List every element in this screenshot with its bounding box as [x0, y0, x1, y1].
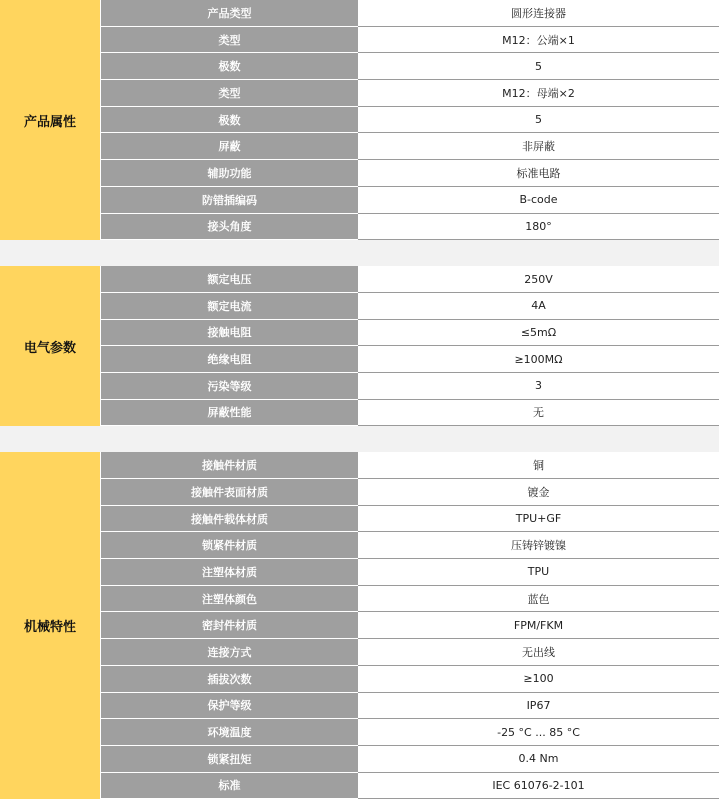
row-value: 非屏蔽	[358, 133, 719, 160]
row-value: M12：公端×1	[358, 27, 719, 54]
row-value: 蓝色	[358, 586, 719, 613]
table-row	[100, 746, 719, 773]
category-label: 机械特性	[0, 452, 100, 799]
category-label: 产品属性	[0, 0, 100, 240]
row-value: 铜	[358, 452, 719, 479]
row-value: 180°	[358, 214, 719, 241]
table-row	[100, 559, 719, 586]
table-row	[100, 346, 719, 373]
row-value: 压铸锌镀镍	[358, 532, 719, 559]
row-value: 无	[358, 400, 719, 427]
table-row	[100, 187, 719, 214]
row-key: 保护等级	[100, 693, 358, 720]
section-rows	[100, 266, 719, 426]
table-row	[100, 773, 719, 800]
table-row	[100, 373, 719, 400]
row-key: 类型	[100, 80, 358, 107]
table-row	[100, 452, 719, 479]
section-electrical-parameters	[0, 266, 719, 426]
row-key: 接触件表面材质	[100, 479, 358, 506]
row-key: 环境温度	[100, 719, 358, 746]
row-key: 插拔次数	[100, 666, 358, 693]
table-row	[100, 400, 719, 427]
section-rows	[100, 0, 719, 240]
row-value: IEC 61076-2-101	[358, 773, 719, 800]
row-value: 3	[358, 373, 719, 400]
row-value: 5	[358, 107, 719, 134]
table-row	[100, 80, 719, 107]
table-row	[100, 320, 719, 347]
section-divider	[0, 426, 719, 452]
row-key: 额定电流	[100, 293, 358, 320]
table-row	[100, 693, 719, 720]
table-row	[100, 160, 719, 187]
row-value: 镀金	[358, 479, 719, 506]
row-value: IP67	[358, 693, 719, 720]
table-row	[100, 666, 719, 693]
row-value: TPU+GF	[358, 506, 719, 533]
table-row	[100, 479, 719, 506]
row-value: 0.4 Nm	[358, 746, 719, 773]
table-row	[100, 107, 719, 134]
row-value: ≥100MΩ	[358, 346, 719, 373]
row-value: 4A	[358, 293, 719, 320]
row-key: 屏蔽性能	[100, 400, 358, 427]
table-row	[100, 293, 719, 320]
section-divider	[0, 240, 719, 266]
table-row	[100, 27, 719, 54]
row-key: 密封件材质	[100, 612, 358, 639]
row-value: 5	[358, 53, 719, 80]
table-row	[100, 639, 719, 666]
section-mechanical-characteristics	[0, 452, 719, 799]
row-key: 绝缘电阻	[100, 346, 358, 373]
table-row	[100, 719, 719, 746]
table-row	[100, 612, 719, 639]
row-key: 极数	[100, 53, 358, 80]
row-key: 接触件材质	[100, 452, 358, 479]
row-value: 250V	[358, 266, 719, 293]
table-row	[100, 214, 719, 241]
row-key: 接触件载体材质	[100, 506, 358, 533]
row-value: 圆形连接器	[358, 0, 719, 27]
row-key: 产品类型	[100, 0, 358, 27]
row-key: 防错插编码	[100, 187, 358, 214]
row-key: 连接方式	[100, 639, 358, 666]
table-row	[100, 133, 719, 160]
row-key: 接头角度	[100, 214, 358, 241]
section-rows	[100, 452, 719, 799]
table-row	[100, 506, 719, 533]
table-row	[100, 0, 719, 27]
row-key: 锁紧扭矩	[100, 746, 358, 773]
row-key: 锁紧件材质	[100, 532, 358, 559]
row-value: -25 °C ... 85 °C	[358, 719, 719, 746]
row-key: 接触电阻	[100, 320, 358, 347]
row-key: 注塑体材质	[100, 559, 358, 586]
row-key: 类型	[100, 27, 358, 54]
section-product-attributes	[0, 0, 719, 240]
row-key: 注塑体颜色	[100, 586, 358, 613]
table-row	[100, 53, 719, 80]
table-row	[100, 266, 719, 293]
row-value: 标准电路	[358, 160, 719, 187]
row-value: 无出线	[358, 639, 719, 666]
row-value: ≥100	[358, 666, 719, 693]
row-value: B-code	[358, 187, 719, 214]
row-key: 污染等级	[100, 373, 358, 400]
row-key: 屏蔽	[100, 133, 358, 160]
row-value: M12：母端×2	[358, 80, 719, 107]
row-value: FPM/FKM	[358, 612, 719, 639]
row-key: 标准	[100, 773, 358, 800]
row-key: 辅助功能	[100, 160, 358, 187]
row-key: 额定电压	[100, 266, 358, 293]
row-value: TPU	[358, 559, 719, 586]
table-row	[100, 532, 719, 559]
row-key: 极数	[100, 107, 358, 134]
table-row	[100, 586, 719, 613]
category-label: 电气参数	[0, 266, 100, 426]
row-value: ≤5mΩ	[358, 320, 719, 347]
